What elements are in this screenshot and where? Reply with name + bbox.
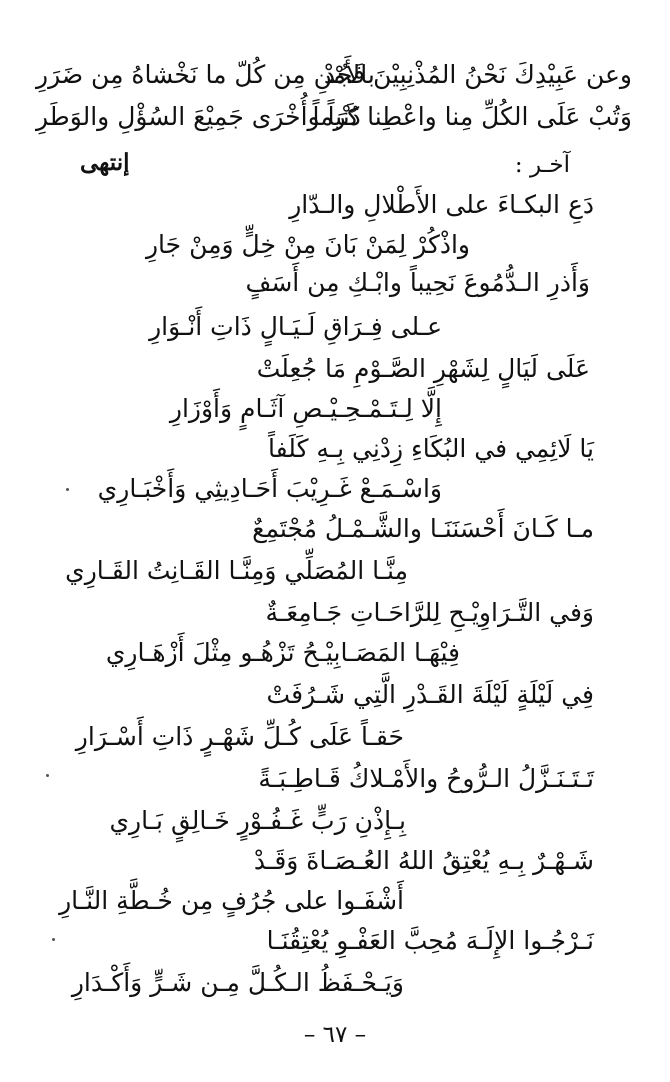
page-number: – ٦٧ – bbox=[303, 1022, 367, 1048]
intro-line-2-right: وَتُبْ عَلَى الكُلِّ مِنا واعْطِنا كَرَماً bbox=[312, 102, 632, 131]
intro-line-1-right: وعن عَبِيْدِكَ نَحْنُ المُذْنِبِيْنَ فَجُدْ bbox=[323, 60, 632, 89]
poem-line-8: وَاسْـمَـعْ غَـرِيْبَ أَحَـادِيثِي وَأَخْبَـارِي bbox=[97, 474, 442, 503]
poem-line-19: نَـرْجُـوا الإِلَـهَ مُحِبَّ العَفْـوِ يُعْتِقُنَـا bbox=[266, 926, 594, 955]
poem-line-7: يَا لَائِمِي في البُكَاءِ زِدْنِي بِـهِ كَلَفاً bbox=[268, 434, 594, 463]
poem-line-6: إِلَّا لِـتَـمْـحِـيْـصِ آثَـامٍ وَأَوْزَارِ bbox=[169, 394, 442, 423]
poem-line-13: فِي لَيْلَةٍ لَيْلَةَ القَـدْرِ الَّتِي شَـرُفَتْ bbox=[266, 680, 594, 709]
intro-line-2-left: دُنْياً وأُخْرَى جَمِيْعَ السُؤْلِ والوَطَرِ bbox=[36, 102, 361, 131]
margin-speck bbox=[66, 488, 69, 491]
poem-line-2: واذْكُرْ لِمَنْ بَانَ مِنْ خِلٍّ وَمِنْ جَارِ bbox=[145, 230, 470, 259]
poem-line-5: عَلَى لَيَالٍ لِشَهْرِ الصَّـوْمِ مَا جُعِلَتْ bbox=[256, 354, 590, 383]
poem-line-1: دَعِ البكـاءَ على الأَطْلالِ والـدّارِ bbox=[289, 190, 594, 219]
margin-speck bbox=[46, 774, 49, 777]
poem-line-10: مِنَّـا المُصَلِّي وَمِنَّـا القَـانِتُ القَـارِي bbox=[65, 556, 408, 585]
poem-line-18: أَشْفَـوا على جُرُفٍ مِن خُـطَّةِ النَّـارِ bbox=[59, 886, 404, 915]
poem-line-15: تَـتَـنَـزَّلُ الـرُّوحُ والأَمْـلاكُ قَـاطِـبَـةً bbox=[258, 764, 594, 793]
intro-line-1-left: بالأَمْنِ مِن كُلّ ما نَخْشاهُ مِن ضَرَرِ bbox=[36, 60, 375, 89]
poem-line-11: وَفي التَّـرَاوِيْـحِ لِلرَّاحَـاتِ جَـامِعَـةٌ bbox=[265, 598, 594, 627]
ending-label: إنتهى bbox=[80, 149, 130, 176]
poem-line-3: وَأَذرِ الـدُّمُوعَ نَحِيباً وابْـكِ مِن أَسَفٍ bbox=[245, 268, 590, 297]
poem-line-20: وَيَـحْـفَظُ الـكُـلَّ مِـن شَـرٍّ وَأَكْـدَارِ bbox=[71, 968, 404, 997]
poem-line-14: حَقـاً عَلَى كُـلِّ شَهْـرٍ ذَاتِ أَسْـرَارِ bbox=[75, 722, 404, 751]
poem-line-16: بِـإِذْنِ رَبٍّ غَـفُـوْرٍ خَـالِقٍ بَـارِي bbox=[109, 806, 406, 835]
poem-line-17: شَـهْـرٌ بِـهِ يُعْتِقُ اللهُ العُـصَـاةَ وَقَـدْ bbox=[253, 846, 594, 875]
poem-line-9: مـا كَـانَ أَحْسَنَنَـا والشَّـمْـلُ مُجْتَمِعٌ bbox=[252, 514, 594, 543]
poem-label: آخـر : bbox=[514, 152, 570, 178]
poem-line-12: فِيْهَـا المَصَـابِيْـحُ تَزْهُـو مِثْلَ أَزْهَـارِي bbox=[105, 638, 460, 667]
poem-line-4: عـلى فِـرَاقِ لَـيَـالٍ ذَاتِ أَنْـوَارِ bbox=[149, 312, 442, 341]
margin-speck bbox=[52, 938, 55, 941]
